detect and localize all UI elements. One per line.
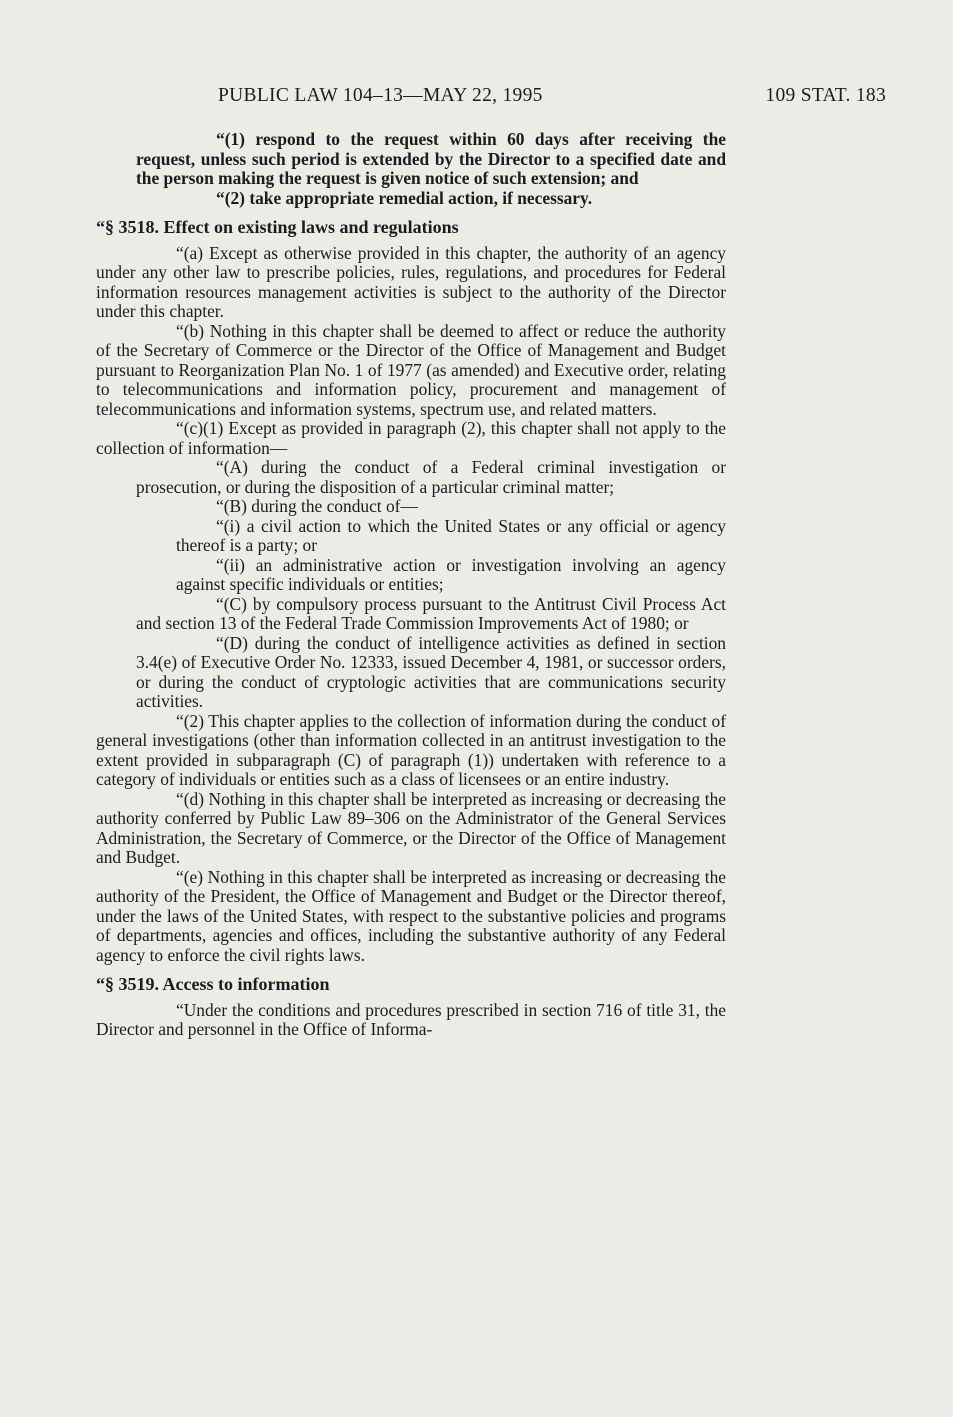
paragraph: “(C) by compulsory process pursuant to the Antitrust Civil Process Act and section 13 of the Federal Trade Commission Improvements Act of 1980; or xyxy=(136,593,726,633)
section-heading: “§ 3519. Access to information xyxy=(96,974,330,994)
paragraph: “(1) respond to the request within 60 days after receiving the request, unless such period is extended by the Director to a specified date and the person making the request is given notice of such extension; and xyxy=(136,129,726,188)
paragraph: “(d) Nothing in this chapter shall be interpreted as increasing or decreasing the authority conferred by Public Law 89–306 on the Administrator of the General Services Administration, the Secretary of Commerce, or the Director of the Office of Management and Budget. xyxy=(96,788,726,867)
paragraph: “(a) Except as otherwise provided in this chapter, the authority of an agency under any other law to prescribe policies, rules, regulations, and procedures for Federal information resources management activities is subject to the authority of the Director under this chapter. xyxy=(96,242,726,321)
section-heading: “§ 3518. Effect on existing laws and regulations xyxy=(96,217,459,237)
statute-page-number: 109 STAT. 183 xyxy=(765,85,886,106)
paragraph: “(A) during the conduct of a Federal criminal investigation or prosecution, or during the disposition of a particular criminal matter; xyxy=(136,457,726,497)
paragraph: “(B) during the conduct of— xyxy=(216,496,418,516)
page-body xyxy=(96,130,726,1040)
paragraph: “(D) during the conduct of intelligence activities as defined in section 3.4(e) of Executive Order No. 12333, issued December 4, 1981, or successor orders, or during the conduct of cryptologic activities that are communications security activities. xyxy=(136,632,726,711)
paragraph: “Under the conditions and procedures prescribed in section 716 of title 31, the Director and personnel in the Office of Informa- xyxy=(96,999,726,1039)
page-header xyxy=(96,85,886,113)
paragraph: “(b) Nothing in this chapter shall be deemed to affect or reduce the authority of the Secretary of Commerce or the Director of the Office of Management and Budget pursuant to Reorganization Plan No. 1 of 1977 (as amended) and Executive order, relating to telecommunications and information policy, procurement and management of telecommunications and information systems, spectrum use, and related matters. xyxy=(96,320,726,419)
running-title: PUBLIC LAW 104–13—MAY 22, 1995 xyxy=(218,85,543,106)
paragraph: “(2) This chapter applies to the collection of information during the conduct of general investigations (other than information collected in an antitrust investigation to the extent provided in subparagraph (C) of paragraph (1)) undertaken with reference to a category of individuals or entities such as a class of licensees or an entire industry. xyxy=(96,710,726,789)
paragraph: “(e) Nothing in this chapter shall be interpreted as increasing or decreasing the authority of the President, the Office of Management and Budget or the Director thereof, under the laws of the United States, with respect to the substantive policies and programs of departments, agencies and offices, including the substantive authority of any Federal agency to enforce the civil rights laws. xyxy=(96,866,726,965)
paragraph: “(2) take appropriate remedial action, if necessary. xyxy=(216,187,593,208)
paragraph: “(ii) an administrative action or investigation involving an agency against specific individuals or entities; xyxy=(176,554,726,594)
paragraph: “(i) a civil action to which the United States or any official or agency thereof is a party; or xyxy=(176,515,726,555)
paragraph: “(c)(1) Except as provided in paragraph (2), this chapter shall not apply to the collection of information— xyxy=(96,418,726,458)
